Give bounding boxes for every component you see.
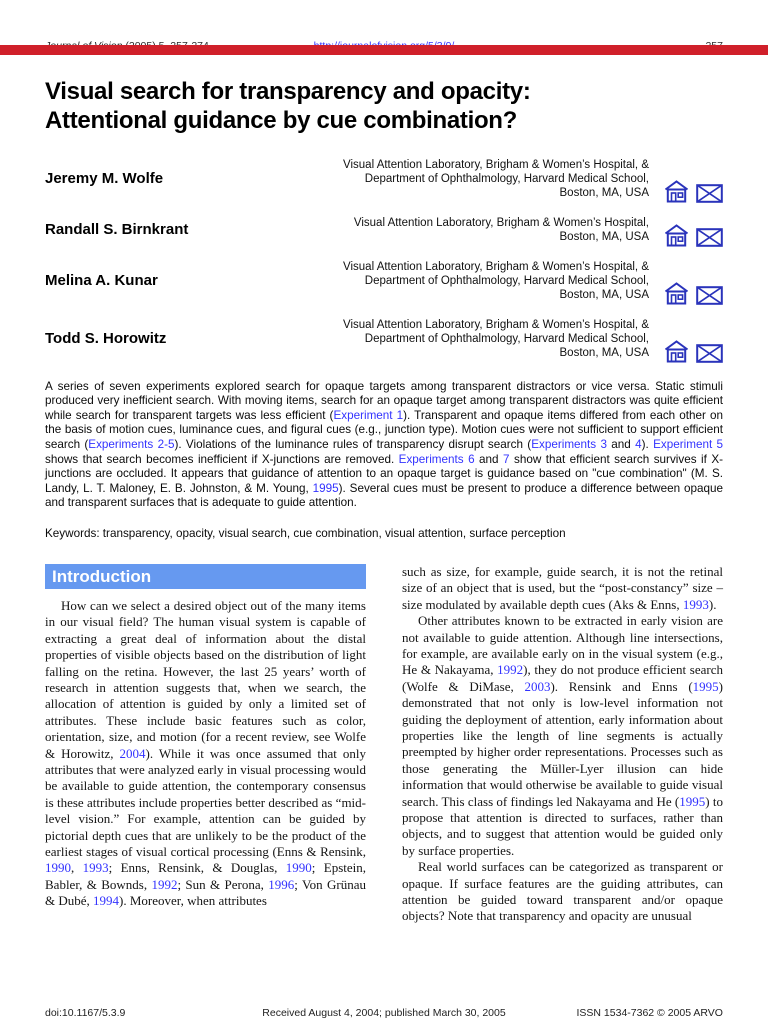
citation-link[interactable]: 1992 bbox=[497, 662, 524, 678]
paragraph: Other attributes known to be extracted in early vision are not available to guide attention. Although line intersections, for example, are available early on in the visual system (e.g., He & Nakayama, 1992), they do not produce efficient search (Wolfe & DiMase, 2003). Rensink and Enns (1995) demonstrated that not only is low-level information not guiding the deployment of attention, early information about properties like the length of line segments is actually preempted by higher order representations. Processes such as those generating the Müller-Lyer illusion can hide information that would otherwise be available to guide visual search. This class of findings led Nakayama and He (1995) to propose that attention is directed to surfaces, rather than objects, and to suggest that attention would be guided only by surface properties. bbox=[402, 613, 723, 858]
author-name: Jeremy M. Wolfe bbox=[45, 170, 164, 188]
title-line-1: Visual search for transparency and opacity: bbox=[45, 78, 531, 105]
introduction-heading: Introduction bbox=[45, 564, 366, 589]
citation-link[interactable]: 1992 bbox=[151, 876, 178, 892]
title-line-2: Attentional guidance by cue combination? bbox=[45, 106, 518, 134]
author-affiliation bbox=[257, 216, 649, 244]
citation-link[interactable]: 1993 bbox=[82, 860, 109, 876]
home-icon[interactable] bbox=[664, 224, 689, 247]
author-row bbox=[45, 158, 723, 200]
issn-text: ISSN 1534-7362 © 2005 ARVO bbox=[576, 1007, 723, 1019]
citation-link[interactable]: 1990 bbox=[45, 860, 71, 876]
author-name: Randall S. Birnkrant bbox=[45, 221, 189, 239]
citation-link[interactable]: 1995 bbox=[692, 678, 719, 694]
citation-link[interactable]: Experiments 2-5 bbox=[88, 437, 175, 451]
page bbox=[0, 40, 768, 925]
author-affiliation bbox=[257, 260, 649, 302]
affiliation-line: Visual Attention Laboratory, Brigham & Women’s Hospital, bbox=[353, 216, 649, 229]
home-icon[interactable] bbox=[664, 340, 689, 363]
author-icons bbox=[649, 340, 723, 363]
paragraph: such as size, for example, guide search, it is not the retinal size of an object that is used, but the “post-constancy” size – size modulated by available depth cues (Aks & Enns, 1993). bbox=[402, 563, 723, 612]
citation-link[interactable]: 7 bbox=[503, 452, 510, 466]
home-icon[interactable] bbox=[664, 180, 689, 203]
keywords-line: Keywords: transparency, opacity, visual search, cue combination, visual attention, surface perception bbox=[45, 526, 566, 540]
introduction-section bbox=[45, 564, 723, 925]
citation-link[interactable]: Experiment 1 bbox=[333, 408, 404, 422]
received-text: Received August 4, 2004; published March 30, 2005 bbox=[262, 1007, 506, 1019]
top-red-bar bbox=[0, 45, 768, 55]
citation-link[interactable]: 1996 bbox=[268, 876, 295, 892]
citation-link[interactable]: 1995 bbox=[312, 481, 339, 495]
affiliation-line: Department of Ophthalmology, Harvard Medical School, bbox=[364, 172, 649, 185]
citation-link[interactable]: 4 bbox=[635, 437, 642, 451]
citation-link[interactable]: 1993 bbox=[682, 596, 709, 612]
author-icons bbox=[649, 180, 723, 203]
footer bbox=[45, 1007, 723, 1019]
doi-text: doi:10.1167/5.3.9 bbox=[45, 1007, 126, 1019]
affiliation-line: Boston, MA, USA bbox=[559, 230, 649, 243]
author-row bbox=[45, 216, 723, 244]
affiliation-line: Boston, MA, USA bbox=[559, 346, 649, 359]
author-affiliation bbox=[257, 318, 649, 360]
affiliation-line: Department of Ophthalmology, Harvard Medical School, bbox=[364, 332, 649, 345]
paper-title bbox=[45, 78, 723, 136]
citation-link[interactable]: Experiments 3 bbox=[531, 437, 607, 451]
citation-link[interactable]: Experiments 6 bbox=[398, 452, 475, 466]
left-column bbox=[45, 564, 366, 925]
citation-link[interactable]: Experiment 5 bbox=[653, 437, 724, 451]
envelope-icon[interactable] bbox=[696, 344, 723, 363]
envelope-icon[interactable] bbox=[696, 184, 723, 203]
affiliation-line: Boston, MA, USA bbox=[559, 288, 649, 301]
author-row bbox=[45, 260, 723, 302]
citation-link[interactable]: 1994 bbox=[93, 893, 120, 909]
citation-link[interactable]: 2004 bbox=[119, 745, 146, 761]
affiliation-line: Department of Ophthalmology, Harvard Medical School, bbox=[364, 274, 649, 287]
paragraph: How can we select a desired object out of the many items in our visual field? The human visual system is capable of extracting a great deal of information about the distal properties of visible objects based on the distribution of light falling on the retina. However, the last 25 years’ worth of research in attention suggests that, when we search, the allocation of attention is guided by only a limited set of attributes. These include basic features such as color, orientation, size, and motion (for a recent review, see Wolfe & Horowitz, 2004). While it was once assumed that only attributes that were analyzed early in visual processing would be available to guide attention, the contemporary consensus is these attributes include properties better described as “mid-level vision.” For example, attention can be guided by pictorial depth cues that are unlikely to be the product of the earliest stages of visual cortical processing (Enns & Rensink, 1990, 1993; Enns, Rensink, & Douglas, 1990; Epstein, Babler, & Bownds, 1992; Sun & Perona, 1996; Von Grünau & Dubé, 1994). Moreover, when attributes bbox=[45, 597, 367, 909]
author-affiliation bbox=[257, 158, 649, 200]
citation-link[interactable]: 2003 bbox=[524, 678, 551, 694]
left-column-paragraphs bbox=[45, 598, 366, 910]
citation-link[interactable]: 1990 bbox=[285, 860, 312, 876]
abstract-text: A series of seven experiments explored search for opaque targets among transparent distractors or vice versa. Static stimuli produced very inefficient search. With moving items, search for an opaque target among transparent distractors was quite efficient while search for transparent targets was less efficient (Experiment 1). Transparent and opaque items differed from each other on the basis of motion cues, luminance cues, and figural cues (e.g., junction type). Motion cues were not sufficient to support efficient search (Experiments 2-5). Violations of the luminance rules of transparency disrupt search (Experiments 3 and 4). Experiment 5 shows that search becomes inefficient if X-junctions are removed. Experiments 6 and 7 show that efficient search survives if X-junctions are occluded. It appears that guidance of attention to an opaque target is guidance based on "cue combination" (M. S. Landy, L. T. Maloney, E. B. Johnston, & M. Young, 1995). Several cues must be present to produce a difference between opaque and transparent surfaces that is adequate to guide attention. bbox=[45, 379, 724, 510]
author-icons bbox=[649, 224, 723, 247]
envelope-icon[interactable] bbox=[696, 286, 723, 305]
paragraph: Real world surfaces can be categorized as transparent or opaque. If surface features are the guiding attributes, can attention be guided toward transparent and/or opaque objects? Note that transparency and opacity are unusual bbox=[402, 859, 723, 924]
author-row bbox=[45, 318, 723, 360]
author-name: Melina A. Kunar bbox=[45, 272, 158, 290]
citation-link[interactable]: 1995 bbox=[679, 793, 706, 809]
affiliation-line: Boston, MA, USA bbox=[559, 186, 649, 199]
affiliation-line: Visual Attention Laboratory, Brigham & Women’s Hospital, & bbox=[343, 318, 649, 331]
right-column bbox=[402, 564, 723, 925]
envelope-icon[interactable] bbox=[696, 228, 723, 247]
author-icons bbox=[649, 282, 723, 305]
home-icon[interactable] bbox=[664, 282, 689, 305]
authors-list bbox=[45, 158, 723, 360]
affiliation-line: Visual Attention Laboratory, Brigham & Women’s Hospital, & bbox=[343, 158, 649, 171]
affiliation-line: Visual Attention Laboratory, Brigham & Women’s Hospital, & bbox=[343, 260, 649, 273]
author-name: Todd S. Horowitz bbox=[45, 330, 167, 348]
